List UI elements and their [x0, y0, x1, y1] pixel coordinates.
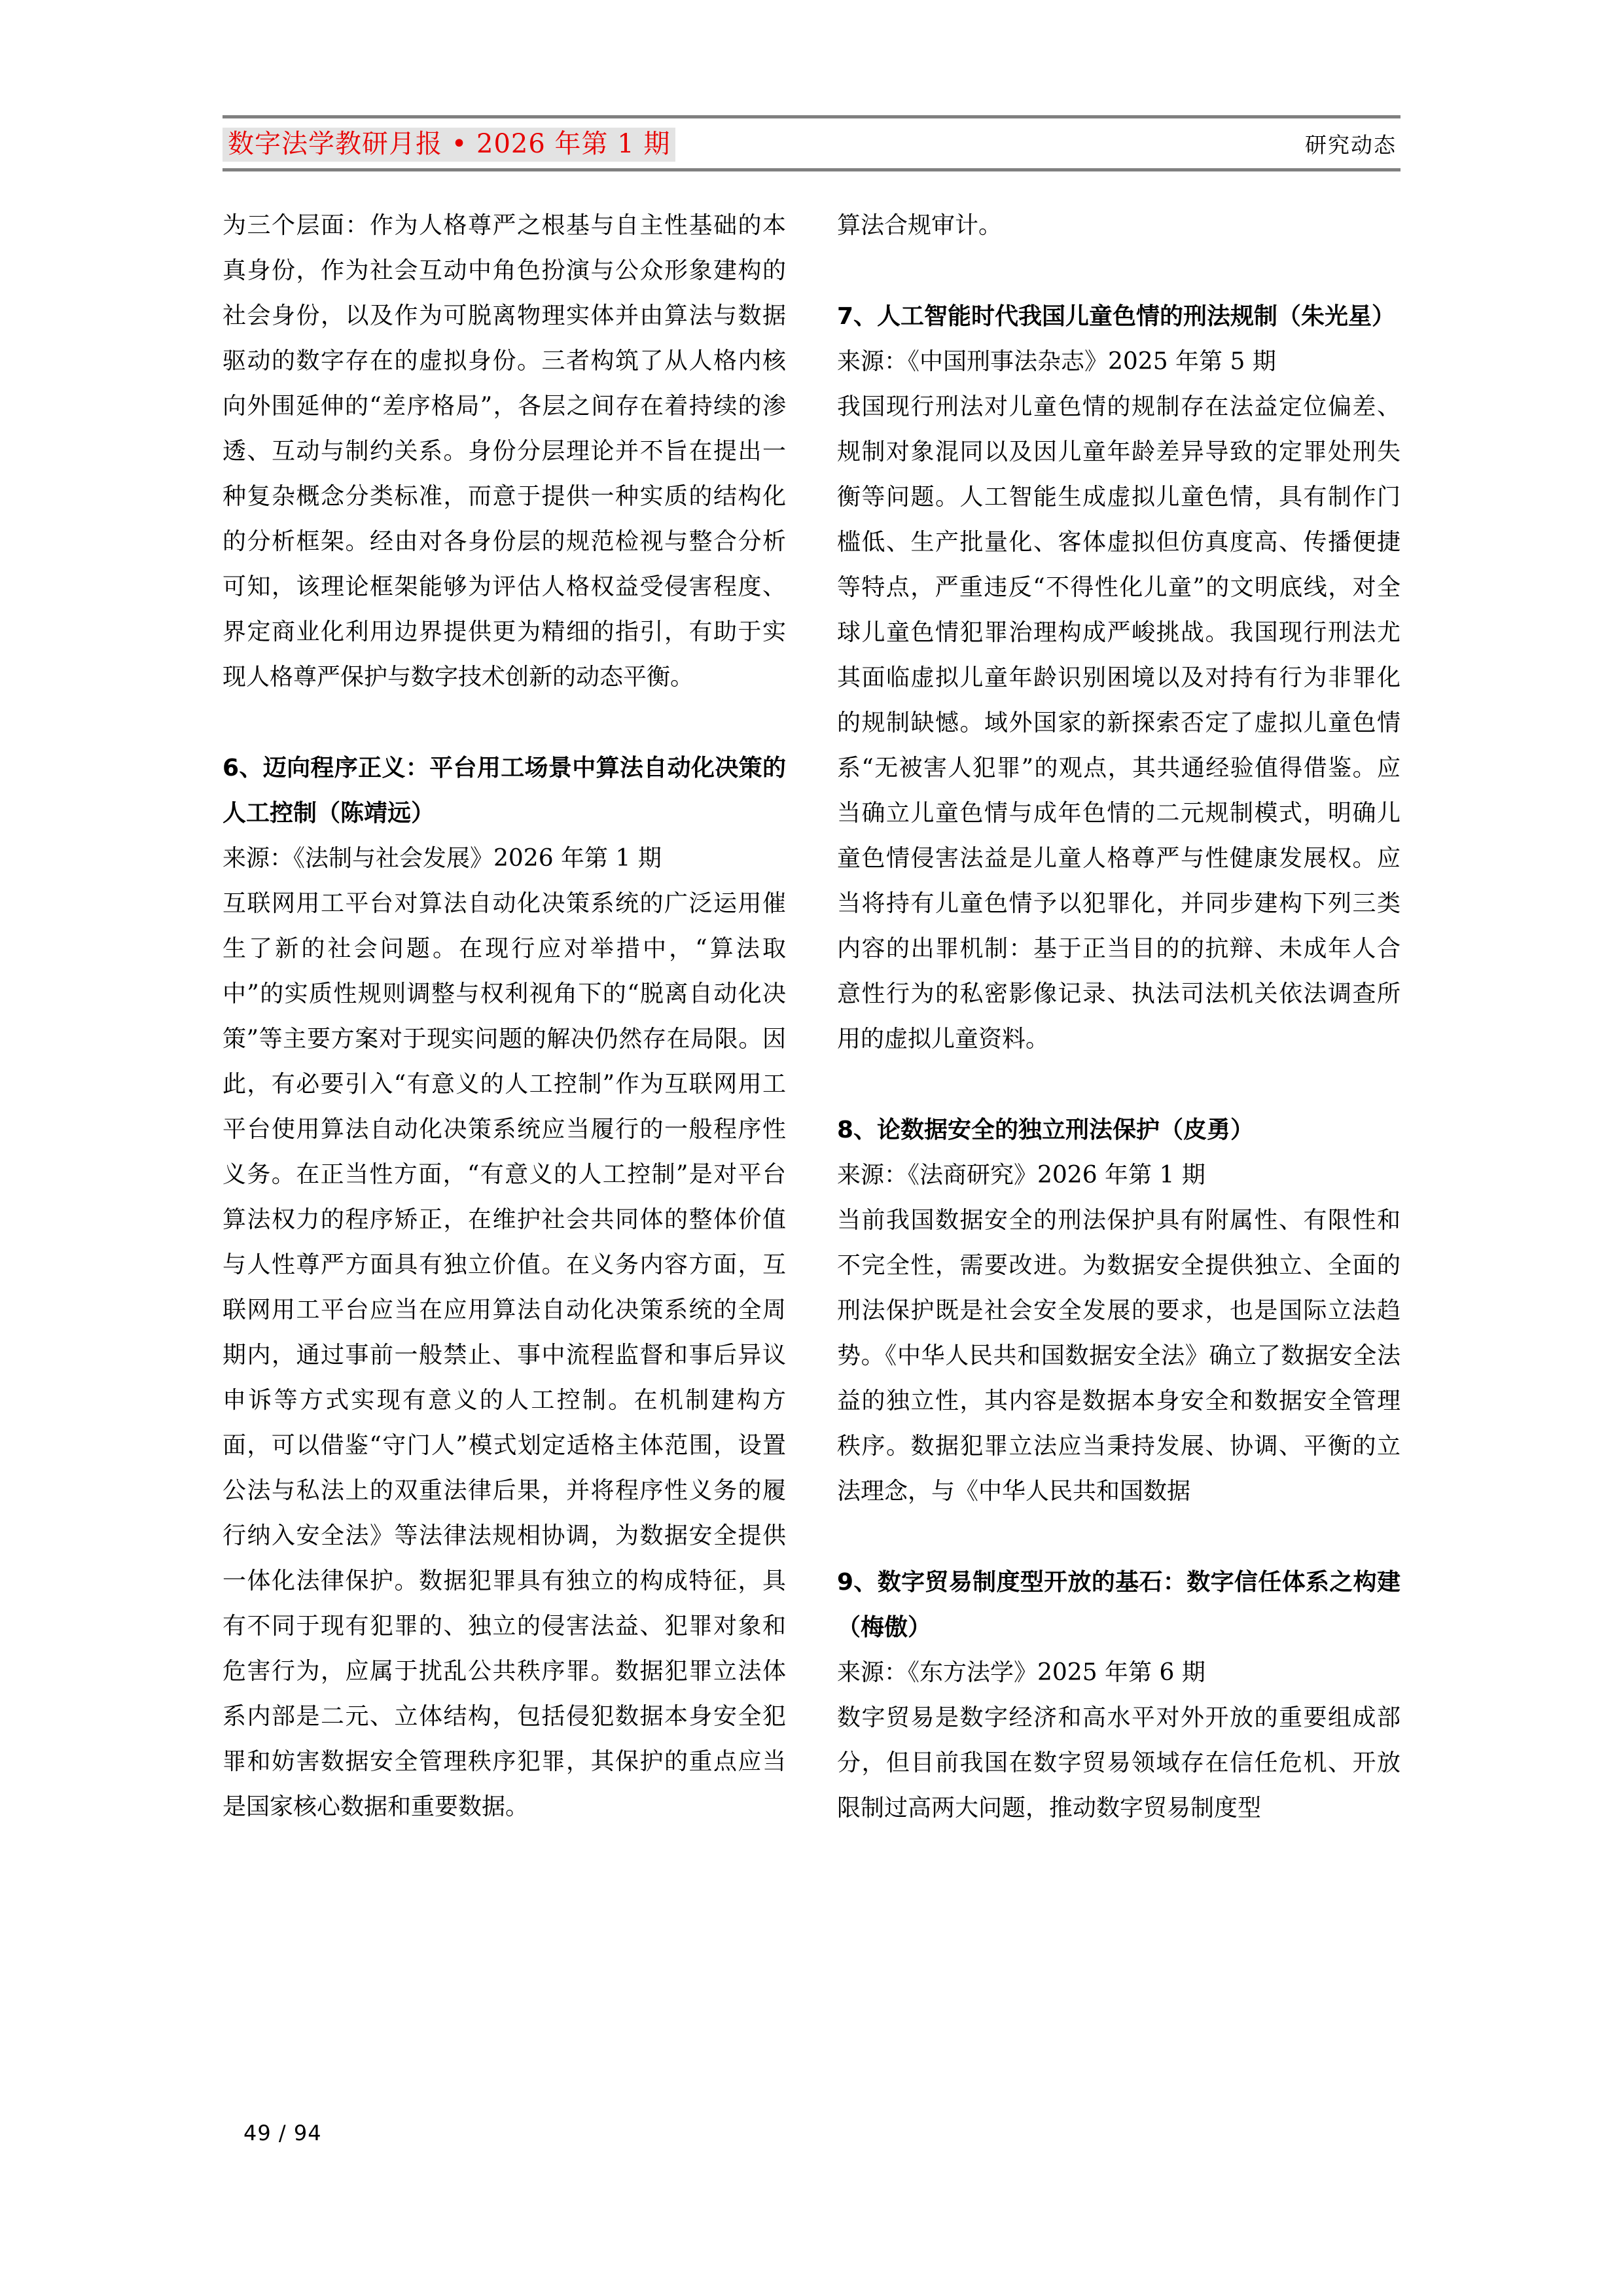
- publication-title: 数字法学教研月报 • 2026 年第 1 期: [223, 128, 675, 162]
- entry-heading-7: 7、人工智能时代我国儿童色情的刑法规制（朱光星）: [837, 303, 1396, 330]
- entry-abstract-9: 数字贸易是数字经济和高水平对外开放的重要组成部分，但目前我国在数字贸易领域存在信任危机、开放限制过高两大问题，推动数字贸易制度型: [837, 1704, 1400, 1821]
- entry-heading-9: 9、数字贸易制度型开放的基石：数字信任体系之构建（梅傲）: [837, 1569, 1400, 1641]
- page-number: 49 / 94: [243, 2121, 322, 2145]
- entry-heading-8: 8、论数据安全的独立刑法保护（皮勇）: [837, 1117, 1255, 1143]
- continued-paragraph-right: 算法合规审计。: [837, 212, 1003, 239]
- entry-heading-6: 6、迈向程序正义：平台用工场景中算法自动化决策的人工控制（陈靖远）: [223, 755, 786, 827]
- section-spacer: [837, 248, 1400, 294]
- right-column: [837, 203, 1400, 1831]
- section-label: 研究动态: [1305, 132, 1397, 158]
- entry-abstract-7: 我国现行刑法对儿童色情的规制存在法益定位偏差、规制对象混同以及因儿童年龄差异导致的定罪处刑失衡等问题。人工智能生成虚拟儿童色情，具有制作门槛低、生产批量化、客体虚拟但仿真度高、传播便捷等特点，严重违反“不得性化儿童”的文明底线，对全球儿童色情犯罪治理构成严峻挑战。我国现行刑法尤其面临虚拟儿童年龄识别困境以及对持有行为非罪化的规制缺憾。域外国家的新探索否定了虚拟儿童色情系“无被害人犯罪”的观点，其共通经验值得借鉴。应当确立儿童色情与成年色情的二元规制模式，明确儿童色情侵害法益是儿童人格尊严与性健康发展权。应当将持有儿童色情予以犯罪化，并同步建构下列三类内容的出罪机制：基于正当目的的抗辩、未成年人合意性行为的私密影像记录、执法司法机关依法调查所用的虚拟儿童资料。: [837, 393, 1400, 1052]
- section-spacer: [837, 1062, 1400, 1107]
- header-rule-bottom: [223, 168, 1400, 171]
- continued-paragraph-left: 为三个层面：作为人格尊严之根基与自主性基础的本真身份，作为社会互动中角色扮演与公众形象建构的社会身份，以及作为可脱离物理实体并由算法与数据驱动的数字存在的虚拟身份。三者构筑了从人格内核向外围延伸的“差序格局”，各层之间存在着持续的渗透、互动与制约关系。身份分层理论并不旨在提出一种复杂概念分类标准，而意于提供一种实质的结构化的分析框架。经由对各身份层的规范检视与整合分析可知，该理论框架能够为评估人格权益受侵害程度、界定商业化利用边界提供更为精细的指引，有助于实现人格尊严保护与数字技术创新的动态平衡。: [223, 212, 786, 691]
- entry-abstract-6: 互联网用工平台对算法自动化决策系统的广泛运用催生了新的社会问题。在现行应对举措中，“算法取中”的实质性规则调整与权利视角下的“脱离自动化决策”等主要方案对于现实问题的解决仍然存在局限。因此，有必要引入“有意义的人工控制”作为互联网用工平台使用算法自动化决策系统应当履行的一般程序性义务。在正当性方面，“有意义的人工控制”是对平台算法权力的程序矫正，在维护社会共同体的整体价值与人性尊严方面具有独立价值。在义务内容方面，互联网用工平台应当在应用算法自动化决策系统的全周期内，通过事前一般禁止、事中流程监督和事后异议申诉等方式实现有意义的人工控制。在机制建构方面，可以借鉴“守门人”模式划定适格主体范围，设置公法与私法上的双重法律后果，并将程序性义务的履行纳入安全法》等法律法规相协调，为数据安全提供一体化法律保护。数据犯罪具有独立的构成特征，具有不同于现有犯罪的、独立的侵害法益、犯罪对象和危害行为，应属于扰乱公共秩序罪。数据犯罪立法体系内部是二元、立体结构，包括侵犯数据本身安全犯罪和妨害数据安全管理秩序犯罪，其保护的重点应当是国家核心数据和重要数据。: [223, 890, 786, 1820]
- entry-source-9: 来源：《东方法学》2025 年第 6 期: [837, 1659, 1205, 1686]
- entry-source-7: 来源：《中国刑事法杂志》2025 年第 5 期: [837, 348, 1276, 375]
- entry-source-6: 来源：《法制与社会发展》2026 年第 1 期: [223, 845, 662, 872]
- left-column: [223, 203, 786, 1831]
- section-spacer: [223, 700, 786, 745]
- entry-abstract-8: 当前我国数据安全的刑法保护具有附属性、有限性和不完全性，需要改进。为数据安全提供独立、全面的刑法保护既是社会安全发展的要求，也是国际立法趋势。《中华人民共和国数据安全法》确立了数据安全法益的独立性，其内容是数据本身安全和数据安全管理秩序。数据犯罪立法应当秉持发展、协调、平衡的立法理念，与《中华人民共和国数据: [837, 1207, 1400, 1505]
- body-columns: [223, 203, 1400, 1831]
- entry-source-8: 来源：《法商研究》2026 年第 1 期: [837, 1162, 1205, 1189]
- section-spacer: [837, 1514, 1400, 1560]
- header-row: [223, 118, 1400, 166]
- page-header: [223, 115, 1400, 171]
